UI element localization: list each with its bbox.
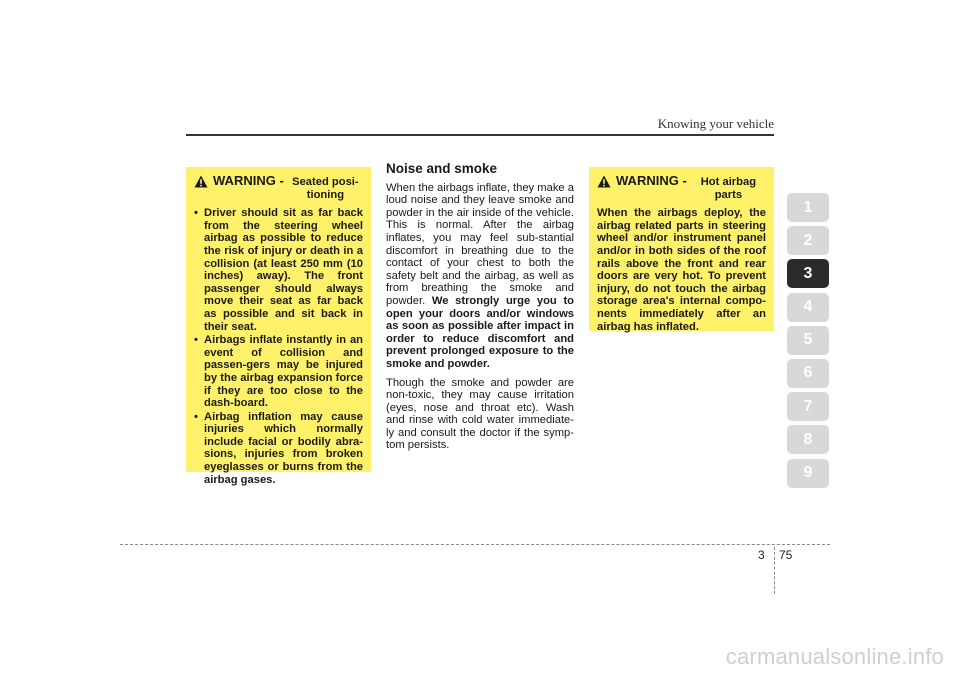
chapter-tabs xyxy=(787,193,829,492)
page-chapter-number: 3 xyxy=(758,548,765,562)
chapter-tab-1[interactable]: 1 xyxy=(787,193,829,222)
footer-rule xyxy=(120,544,830,545)
main-column xyxy=(386,163,574,458)
warning-item: • Airbags inflate instantly in an event of collision and passen-gers may be injured by the airbag expansion force if they are too close to the dash-board. xyxy=(194,334,363,410)
section-heading: Noise and smoke xyxy=(386,161,498,176)
chapter-tab-6[interactable]: 6 xyxy=(787,359,829,388)
chapter-tab-3[interactable]: 3 xyxy=(787,259,829,288)
body-paragraph xyxy=(386,182,574,371)
chapter-tab-9[interactable]: 9 xyxy=(787,459,829,488)
chapter-tab-5[interactable]: 5 xyxy=(787,326,829,355)
warning-triangle-icon xyxy=(194,175,208,188)
warning-label: WARNING - xyxy=(616,173,687,188)
warning-list xyxy=(194,207,363,486)
warning-topic: Seated posi-tioning xyxy=(292,176,359,201)
footer-divider xyxy=(774,547,775,594)
header-title: Knowing your vehicle xyxy=(657,116,774,131)
warning-box-hot-airbag-parts xyxy=(589,167,774,331)
warning-triangle-icon xyxy=(597,175,611,188)
warning-item: • Driver should sit as far back from the steering wheel airbag as possible to reduce the risk of injury or death in a collision (at least 250 mm (10 inches) away). The front passenger should always move their seat as far back as possible and sit back in their seat. xyxy=(194,207,363,333)
warning-topic: Hot airbag parts xyxy=(700,176,757,201)
warning-label: WARNING - xyxy=(213,173,284,188)
chapter-tab-8[interactable]: 8 xyxy=(787,425,829,454)
body-paragraph: Though the smoke and powder are non-toxic, they may cause irritation (eyes, nose and throat etc). Wash and rinse with cold water immediate-ly and consult the doctor if the symp-tom persists. xyxy=(386,376,574,452)
watermark: carmanualsonline.info xyxy=(725,644,944,669)
body-text: When the airbags inflate, they make a loud noise and they leave smoke and powder in the air inside of the vehicle. This is normal. After the airbag inflates, you may feel sub-stantial discomfort in breathing due to the contact of your chest to both the safety belt and the airbag, as well as from breathing the smoke and powder. xyxy=(386,181,574,307)
chapter-tab-2[interactable]: 2 xyxy=(787,226,829,255)
warning-header xyxy=(597,175,766,201)
header-rule xyxy=(186,134,774,136)
warning-item: • Airbag inflation may cause injuries which normally include facial or bodily abra-sions, injuries from broken eyeglasses or burns from the airbag gases. xyxy=(194,411,363,487)
warning-text: When the airbags deploy, the airbag related parts in steering wheel and/or instrument panel and/or in both sides of the roof rails above the front and rear doors are very hot. To prevent injury, do not touch the airbag storage area's internal compo-nents immediately after an airbag has inflated. xyxy=(597,207,766,333)
warning-box-seated-positioning xyxy=(186,167,371,486)
chapter-tab-4[interactable]: 4 xyxy=(787,293,829,322)
page-number: 75 xyxy=(779,548,793,562)
chapter-tab-7[interactable]: 7 xyxy=(787,392,829,421)
warning-header xyxy=(194,175,363,201)
body-emphasis: We strongly urge you to open your doors and/or windows as soon as possible after impact in order to reduce discomfort and prevent prolonged exposure to the smoke and powder. xyxy=(386,294,574,370)
